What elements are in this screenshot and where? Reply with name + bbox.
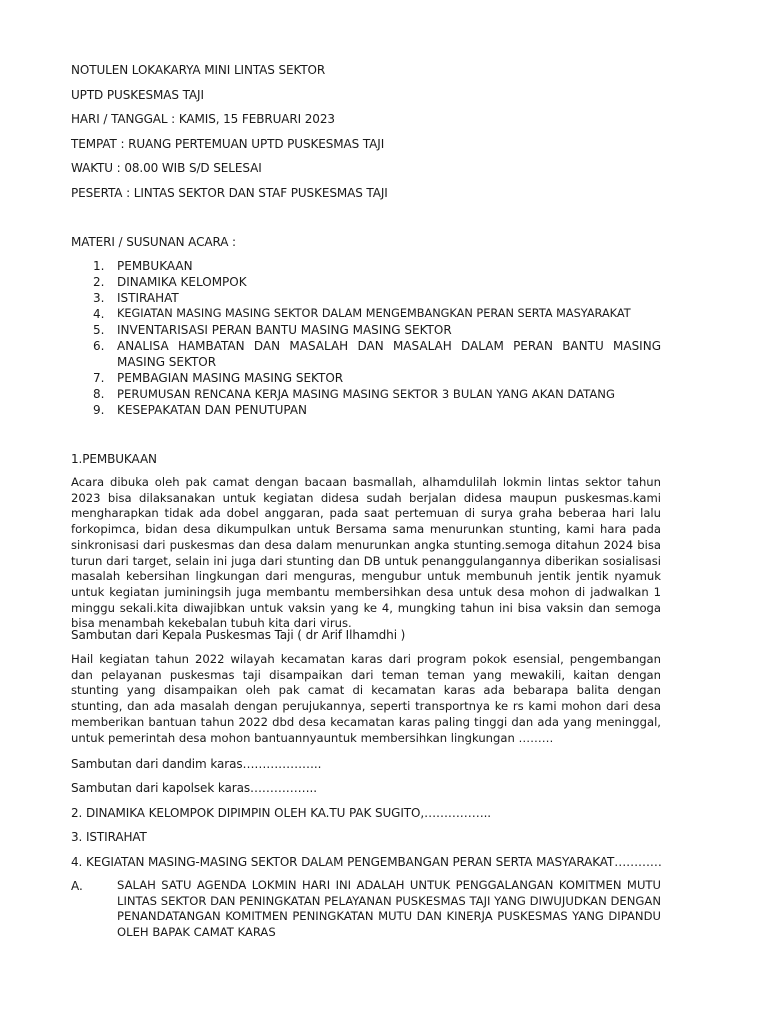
agenda-item: [71, 338, 661, 370]
agenda-item: [71, 274, 661, 290]
opening-paragraph: Acara dibuka oleh pak camat dengan bacaan basmallah, alhamdulilah lokmin lintas sektor tahun 2023 bisa dilaksanakan untuk kegiatan didesa sudah berjalan didesa maupun puskesmas.kami mengharapkan tidak ada dobel anggaran, pada saat pertemuan di surya graha beberaa hari lalu forkopimca, bidan desa dikumpulkan untuk Bersama sama menurunkan stunting, kami hara pada sinkronisasi dari puskesmas dan desa dalam menurunkan angka stunting.semoga ditahun 2024 bisa turun dari target, selain ini juga dari stunting dan DB untuk penanggulangannya diberikan sosialisasi masalah kebersihan lingkungan dari menguras, mengubur untuk membunuh jentik jentik nyamuk untuk kegiatan juminingsih juga membantu membersihkan desa untuk desa mohon di jadwalkan 1 minggu sekali.kita diwajibkan untuk vaksin yang ke 4, mungking tahun ini bisa vaksin dan semoga bisa menambah kekebalan tubuh kita dari virus.: [71, 475, 661, 631]
agenda-item: [71, 386, 661, 402]
agenda-item: [71, 402, 661, 418]
point-a-text: SALAH SATU AGENDA LOKMIN HARI INI ADALAH UNTUK PENGGALANGAN KOMITMEN MUTU LINTAS SEKTOR DAN PENINGKATAN PELAYANAN PUSKESMAS TAJI YANG DIWUJUDKAN DENGAN PENANDATANGAN KOMITMEN PENINGKATAN MUTU DAN KINERJA PUSKESMAS YANG DIPANDU OLEH BAPAK CAMAT KARAS: [117, 878, 661, 940]
agenda-item-number: 2.: [93, 275, 105, 289]
agenda-item-text: ISTIRAHAT: [117, 291, 179, 305]
head-speech-heading: Sambutan dari Kepala Puskesmas Taji ( dr Arif Ilhamdhi ): [71, 628, 406, 642]
time-line: WAKTU : 08.00 WIB S/D SELESAI: [71, 161, 262, 175]
agenda-item-number: 6.: [93, 339, 105, 353]
document-title: NOTULEN LOKAKARYA MINI LINTAS SEKTOR: [71, 63, 326, 77]
agenda-item: [71, 290, 661, 306]
point-a: [71, 878, 661, 941]
agenda-item-text: INVENTARISASI PERAN BANTU MASING MASING SEKTOR: [117, 323, 452, 337]
agenda-list: [71, 258, 661, 418]
agenda-item-text: DINAMIKA KELOMPOK: [117, 275, 247, 289]
opening-heading: 1.PEMBUKAAN: [71, 452, 157, 466]
dandim-speech: Sambutan dari dandim karas………………..: [71, 757, 322, 771]
point-a-label: A.: [71, 879, 83, 893]
agenda-item-number: 7.: [93, 371, 105, 385]
agenda-item-number: 3.: [93, 291, 105, 305]
agenda-item-text: ANALISA HAMBATAN DAN MASALAH DAN MASALAH DALAM PERAN BANTU MASING MASING SEKTOR: [117, 339, 661, 369]
agenda-item-number: 1.: [93, 259, 105, 273]
agenda-heading: MATERI / SUSUNAN ACARA :: [71, 235, 236, 249]
date-line: HARI / TANGGAL : KAMIS, 15 FEBRUARI 2023: [71, 112, 335, 126]
agenda-item-text: KEGIATAN MASING MASING SEKTOR DALAM MENGEMBANGKAN PERAN SERTA MASYARAKAT: [117, 307, 631, 320]
agenda-item-text: PEMBAGIAN MASING MASING SEKTOR: [117, 371, 344, 385]
agenda-item-number: 8.: [93, 387, 105, 401]
agenda-item-text: PEMBUKAAN: [117, 259, 193, 273]
place-line: TEMPAT : RUANG PERTEMUAN UPTD PUSKESMAS TAJI: [71, 137, 385, 151]
kapolsek-speech: Sambutan dari kapolsek karas……………..: [71, 781, 317, 795]
break-heading: 3. ISTIRAHAT: [71, 830, 147, 844]
agenda-item-number: 4.: [93, 307, 105, 321]
head-speech-paragraph: Hail kegiatan tahun 2022 wilayah kecamatan karas dari program pokok esensial, pengembangan dan pelayanan puskesmas taji disampaikan dari teman teman yang mewakili, kaitan dengan stunting yang disampaikan oleh pak camat di kecamatan karas ada bebarapa balita dengan stunting, dan ada masalah dengan perujukannya, seperti transportnya ke rs kami mohon dari desa memberikan bantuan tahun 2022 dbd desa kecamatan karas paling tinggi dan ada yang meninggal, untuk pemerintah desa mohon bantuannyauntuk membersihkan lingkungan ………: [71, 652, 661, 745]
agenda-item: [71, 258, 661, 274]
agenda-item-text: KESEPAKATAN DAN PENUTUPAN: [117, 403, 308, 417]
agenda-item: [71, 370, 661, 386]
group-dynamics-heading: 2. DINAMIKA KELOMPOK DIPIMPIN OLEH KA.TU PAK SUGITO,……………..: [71, 806, 492, 820]
agenda-item-number: 5.: [93, 323, 105, 337]
agenda-item-text: PERUMUSAN RENCANA KERJA MASING MASING SEKTOR 3 BULAN YANG AKAN DATANG: [117, 387, 615, 401]
sector-activities-heading: 4. KEGIATAN MASING-MASING SEKTOR DALAM PENGEMBANGAN PERAN SERTA MASYARAKAT…………: [71, 855, 662, 869]
participants-line: PESERTA : LINTAS SEKTOR DAN STAF PUSKESMAS TAJI: [71, 186, 388, 200]
agenda-item-number: 9.: [93, 403, 105, 417]
agenda-item: [71, 322, 661, 338]
unit-line: UPTD PUSKESMAS TAJI: [71, 88, 204, 102]
agenda-item: [71, 306, 661, 322]
